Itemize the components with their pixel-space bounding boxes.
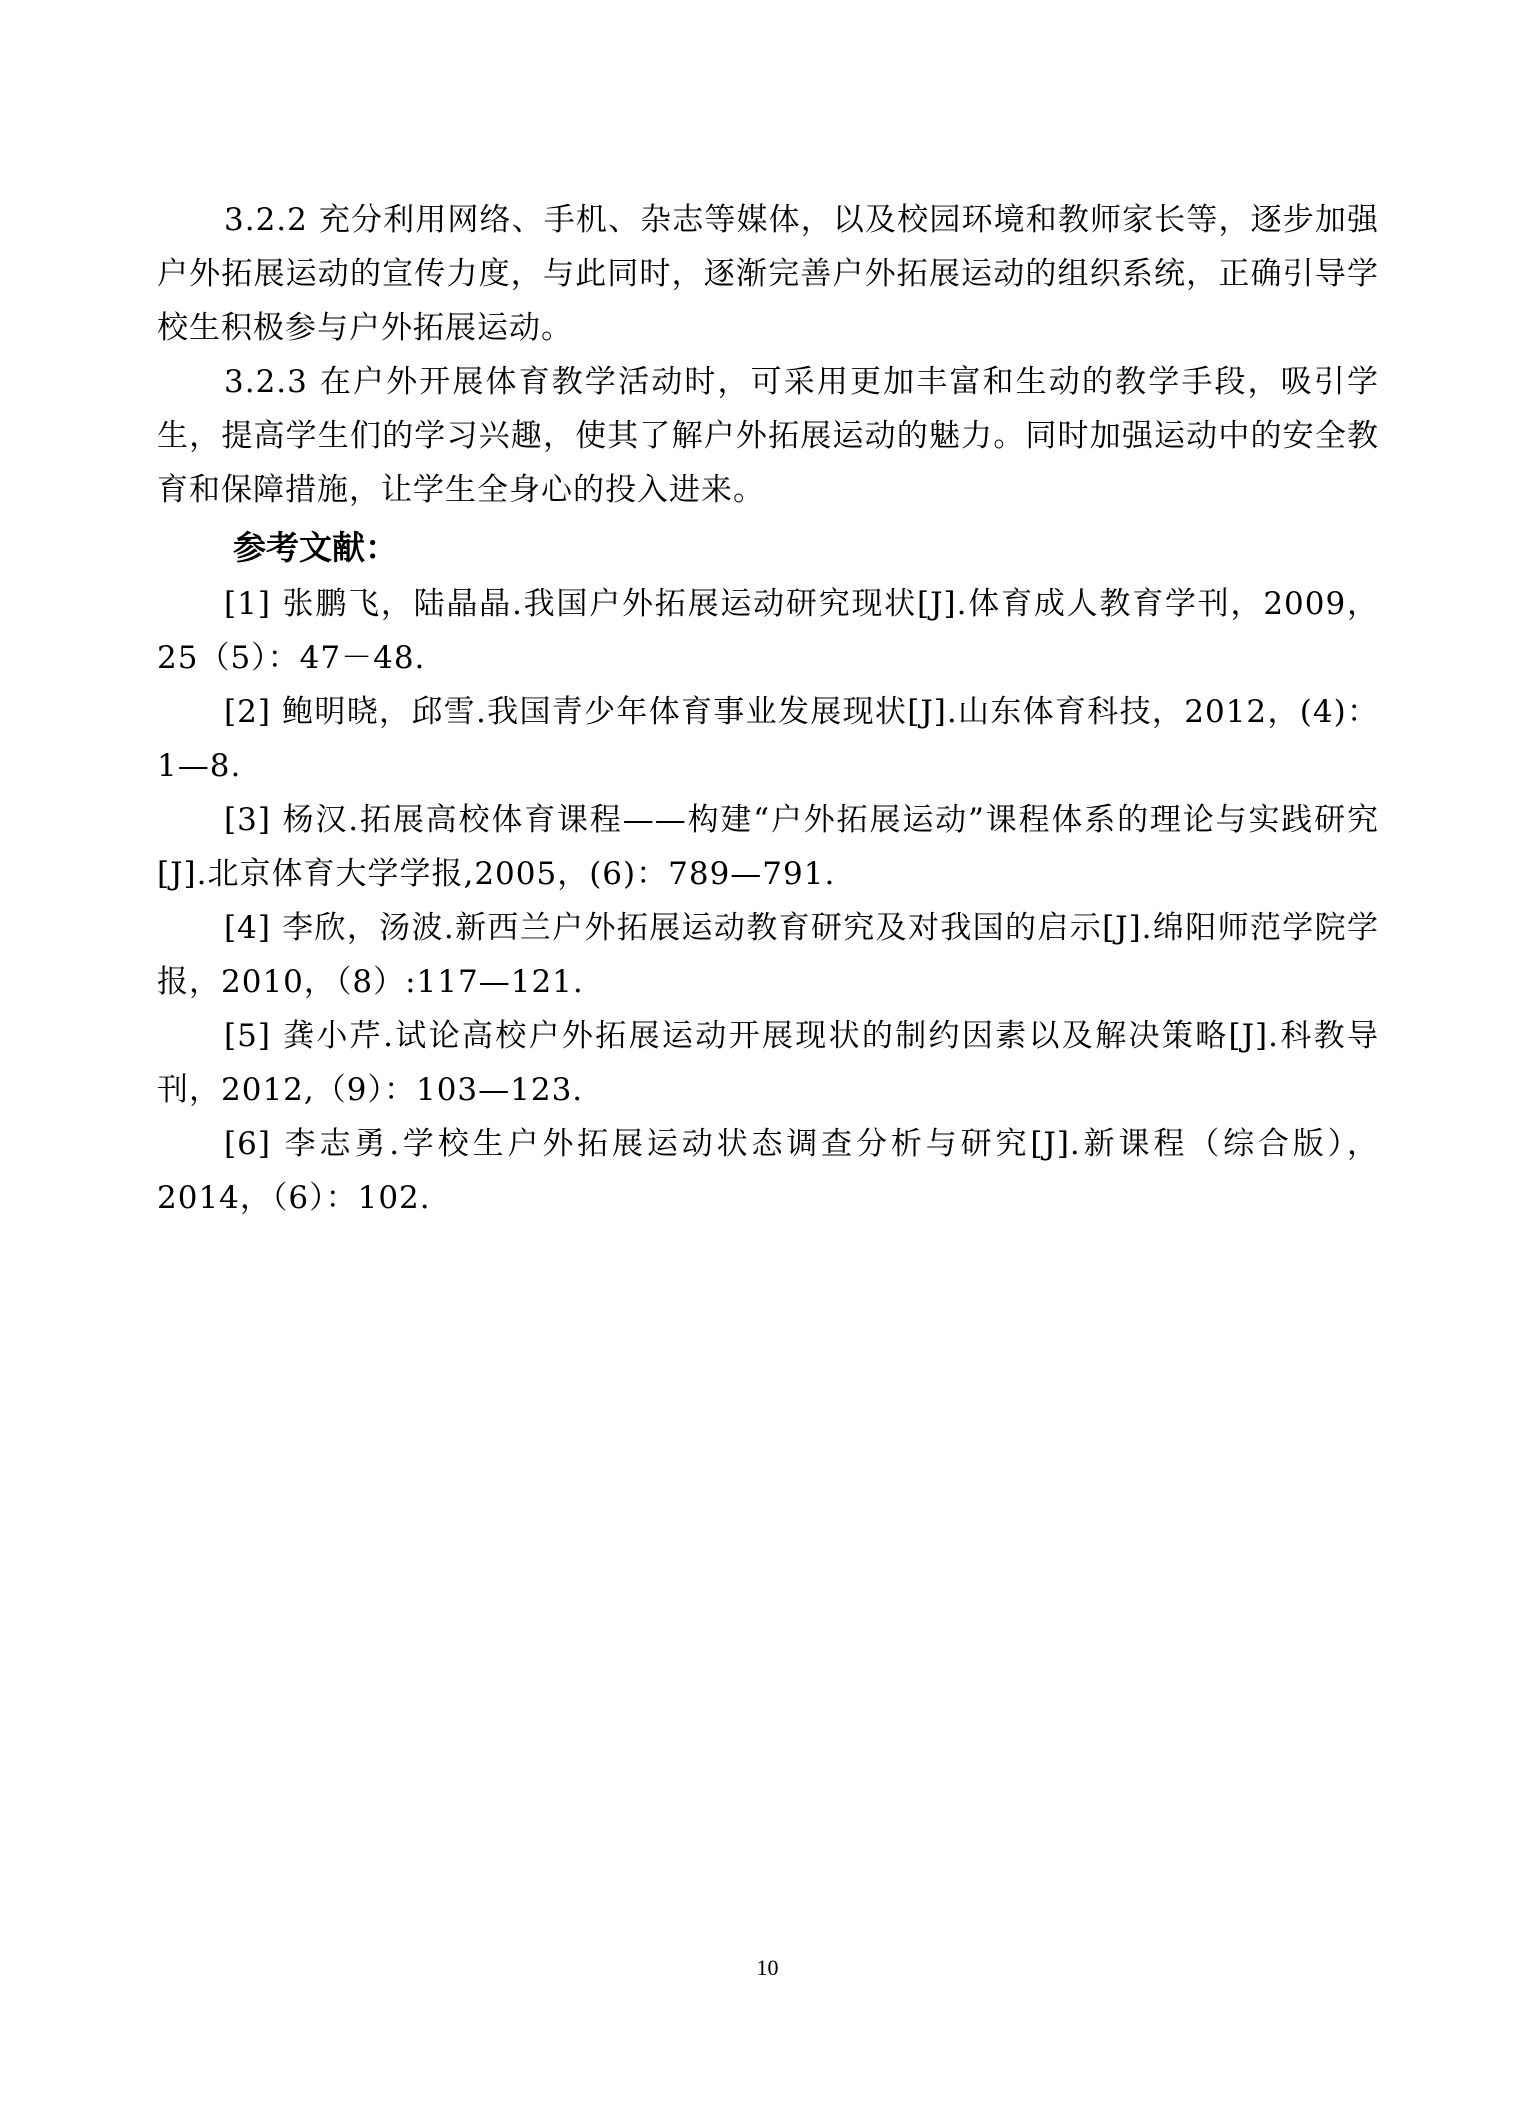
reference-item: [1] 张鹏飞，陆晶晶.我国户外拓展运动研究现状[J].体育成人教育学刊，2009，25（5）：47－48. (157, 586, 1379, 676)
references-heading: 参考文献： (233, 528, 398, 567)
page-number: 10 (756, 1955, 779, 1980)
reference-item: [5] 龚小芹.试论高校户外拓展运动开展现状的制约因素以及解决策略[J].科教导刊，2012,（9）：103—123. (157, 1018, 1379, 1108)
reference-item: [3] 杨汉.拓展高校体育课程——构建“户外拓展运动”课程体系的理论与实践研究[J].北京体育大学学报,2005，(6)：789—791. (157, 802, 1379, 892)
page-content (157, 193, 1379, 1225)
reference-list (157, 577, 1379, 1225)
body-paragraph: 3.2.3 在户外开展体育教学活动时，可采用更加丰富和生动的教学手段，吸引学生，提高学生们的学习兴趣，使其了解户外拓展运动的魅力。同时加强运动中的安全教育和保障措施，让学生全身心的投入进来。 (157, 364, 1379, 508)
reference-item: [6] 李志勇.学校生户外拓展运动状态调查分析与研究[J].新课程（综合版），2014，（6）：102. (157, 1126, 1379, 1216)
body-paragraph: 3.2.2 充分利用网络、手机、杂志等媒体，以及校园环境和教师家长等，逐步加强户外拓展运动的宣传力度，与此同时，逐渐完善户外拓展运动的组织系统，正确引导学校生积极参与户外拓展运动。 (157, 202, 1379, 346)
reference-item: [4] 李欣，汤波.新西兰户外拓展运动教育研究及对我国的启示[J].绵阳师范学院学报，2010，（8）:117—121. (157, 910, 1379, 1000)
reference-item: [2] 鲍明晓，邱雪.我国青少年体育事业发展现状[J].山东体育科技，2012，(4)：1—8. (157, 694, 1379, 784)
